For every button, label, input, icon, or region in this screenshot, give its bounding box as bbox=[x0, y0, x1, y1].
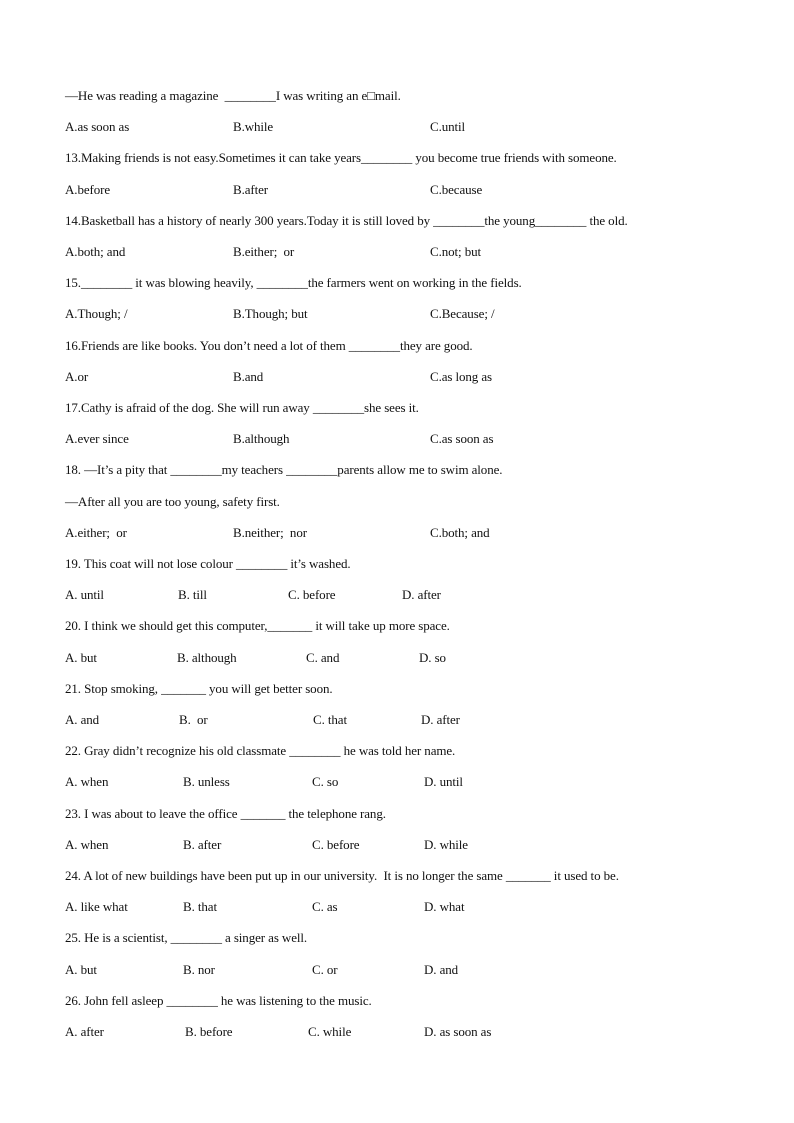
question-text: 15.________ it was blowing heavily, ________the farmers went on working in the fields. bbox=[65, 275, 522, 291]
answer-option: A.before bbox=[65, 181, 111, 197]
question-text: 13.Making friends is not easy.Sometimes it can take years________ you become true friends with someone. bbox=[65, 150, 617, 166]
answer-option: C.as soon as bbox=[430, 431, 494, 447]
question-text: —He was reading a magazine ________I was writing an e□mail. bbox=[65, 88, 401, 103]
answer-option: C.because bbox=[430, 181, 483, 197]
question-text: 17.Cathy is afraid of the dog. She will run away ________she sees it. bbox=[65, 400, 419, 415]
answer-option: C. while bbox=[308, 1024, 352, 1039]
question-text: 19. This coat will not lose colour ________ it’s washed. bbox=[65, 556, 351, 571]
answer-option: B.neither; nor bbox=[233, 524, 307, 540]
answer-option: B.after bbox=[233, 181, 269, 197]
answer-option: B.Though; but bbox=[233, 306, 308, 322]
answer-options bbox=[65, 585, 745, 605]
answer-option: C.until bbox=[430, 119, 466, 135]
answer-options bbox=[65, 523, 745, 543]
answer-option: B. nor bbox=[183, 961, 215, 977]
answer-option: B.and bbox=[233, 368, 264, 384]
answer-option: D. so bbox=[419, 649, 446, 665]
answer-option: A.ever since bbox=[65, 431, 129, 447]
answer-options bbox=[65, 648, 745, 668]
answer-options bbox=[65, 304, 745, 324]
answer-option: A. when bbox=[65, 774, 109, 790]
question-text: 26. John fell asleep ________ he was listening to the music. bbox=[65, 992, 372, 1008]
question-text: 24. A lot of new buildings have been put up in our university. It is no longer the same _______ it used to be. bbox=[65, 868, 619, 883]
answer-option: D. as soon as bbox=[424, 1024, 492, 1039]
answer-option: B. before bbox=[185, 1024, 233, 1039]
answer-option: B. that bbox=[183, 899, 217, 915]
answer-option: A. until bbox=[65, 587, 104, 603]
answer-option: C. or bbox=[312, 961, 338, 977]
answer-options bbox=[65, 117, 745, 137]
answer-option: A. after bbox=[65, 1024, 104, 1039]
answer-option: A. but bbox=[65, 649, 97, 665]
answer-option: B. till bbox=[178, 587, 207, 603]
question-text: 25. He is a scientist, ________ a singer as well. bbox=[65, 930, 308, 946]
answer-option: B. or bbox=[179, 712, 208, 727]
answer-option: D. after bbox=[421, 712, 460, 727]
answer-option: C. so bbox=[312, 774, 339, 790]
question-text: 23. I was about to leave the office _______ the telephone rang. bbox=[65, 805, 386, 821]
answer-options bbox=[65, 835, 745, 855]
answer-option: B. after bbox=[183, 836, 222, 852]
answer-option: C. as bbox=[312, 899, 338, 915]
answer-option: C.both; and bbox=[430, 524, 490, 540]
question-text: 18. —It’s a pity that ________my teachers ________parents allow me to swim alone. bbox=[65, 462, 503, 478]
answer-option: D. while bbox=[424, 836, 468, 852]
answer-option: A. and bbox=[65, 712, 100, 727]
answer-options bbox=[65, 772, 745, 792]
answer-option: C.Because; / bbox=[430, 306, 495, 322]
answer-option: A.both; and bbox=[65, 244, 126, 259]
question-text: 14.Basketball has a history of nearly 300 years.Today it is still loved by ________the young________ the old. bbox=[65, 212, 628, 228]
answer-option: A. when bbox=[65, 836, 109, 852]
answer-option: B.although bbox=[233, 431, 290, 447]
answer-option: C. before bbox=[312, 836, 360, 852]
answer-option: B.either; or bbox=[233, 244, 295, 259]
answer-option: D. and bbox=[424, 961, 459, 977]
answer-option: A. like what bbox=[65, 899, 128, 915]
answer-option: C. and bbox=[306, 649, 340, 665]
answer-option: B.while bbox=[233, 119, 274, 135]
answer-option: D. what bbox=[424, 899, 465, 915]
answer-option: A. but bbox=[65, 961, 97, 977]
answer-option: C. that bbox=[313, 712, 347, 727]
answer-options bbox=[65, 180, 745, 200]
question-text: 16.Friends are like books. You don’t need a lot of them ________they are good. bbox=[65, 337, 473, 353]
answer-option: D. until bbox=[424, 774, 463, 790]
answer-option: A.Though; / bbox=[65, 306, 128, 322]
answer-option: C. before bbox=[288, 587, 336, 603]
answer-option: D. after bbox=[402, 587, 441, 603]
answer-option: B. unless bbox=[183, 774, 230, 790]
answer-options bbox=[65, 960, 745, 980]
answer-options bbox=[65, 367, 745, 387]
question-text: 22. Gray didn’t recognize his old classmate ________ he was told her name. bbox=[65, 743, 456, 759]
answer-options bbox=[65, 429, 745, 449]
answer-option: B. although bbox=[177, 649, 237, 665]
question-text: 21. Stop smoking, _______ you will get better soon. bbox=[65, 680, 333, 696]
answer-options bbox=[65, 710, 745, 730]
answer-option: C.not; but bbox=[430, 244, 482, 259]
answer-option: C.as long as bbox=[430, 368, 492, 384]
answer-option: A.either; or bbox=[65, 524, 127, 540]
answer-option: A.as soon as bbox=[65, 119, 130, 135]
answer-options bbox=[65, 1022, 745, 1042]
answer-options bbox=[65, 242, 745, 262]
answer-options bbox=[65, 897, 745, 917]
answer-option: A.or bbox=[65, 368, 89, 384]
question-text: 20. I think we should get this computer,_______ it will take up more space. bbox=[65, 618, 450, 634]
question-text: —After all you are too young, safety first. bbox=[65, 493, 280, 509]
